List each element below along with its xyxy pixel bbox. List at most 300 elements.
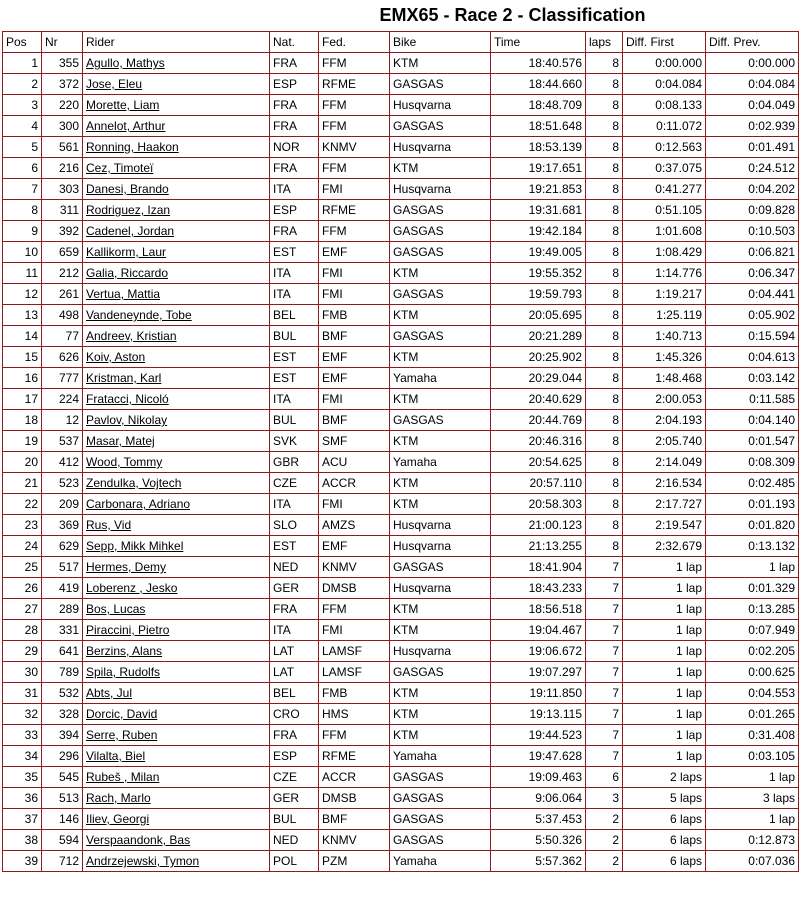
cell-bike: GASGAS bbox=[390, 788, 491, 809]
table-row bbox=[3, 53, 799, 74]
cell-diff-first: 1:01.608 bbox=[623, 221, 706, 242]
table-row bbox=[3, 515, 799, 536]
cell-bike: GASGAS bbox=[390, 284, 491, 305]
rider-link[interactable]: Danesi, Brando bbox=[83, 179, 270, 200]
cell-fed: LAMSF bbox=[319, 662, 390, 683]
cell-nr: 513 bbox=[42, 788, 83, 809]
cell-pos: 3 bbox=[3, 95, 42, 116]
cell-pos: 34 bbox=[3, 746, 42, 767]
table-row bbox=[3, 851, 799, 872]
cell-fed: RFME bbox=[319, 746, 390, 767]
cell-pos: 17 bbox=[3, 389, 42, 410]
cell-laps: 8 bbox=[586, 284, 623, 305]
cell-nr: 712 bbox=[42, 851, 83, 872]
cell-time: 20:05.695 bbox=[491, 305, 586, 326]
cell-nr: 216 bbox=[42, 158, 83, 179]
rider-link[interactable]: Koiv, Aston bbox=[83, 347, 270, 368]
rider-link[interactable]: Galia, Riccardo bbox=[83, 263, 270, 284]
cell-nat: FRA bbox=[270, 221, 319, 242]
cell-pos: 24 bbox=[3, 536, 42, 557]
cell-diff-first: 1 lap bbox=[623, 725, 706, 746]
cell-diff-first: 0:08.133 bbox=[623, 95, 706, 116]
cell-fed: AMZS bbox=[319, 515, 390, 536]
cell-diff-first: 0:41.277 bbox=[623, 179, 706, 200]
cell-bike: GASGAS bbox=[390, 410, 491, 431]
cell-diff-prev: 0:13.285 bbox=[706, 599, 799, 620]
cell-diff-first: 6 laps bbox=[623, 830, 706, 851]
table-row bbox=[3, 137, 799, 158]
cell-fed: DMSB bbox=[319, 578, 390, 599]
cell-nr: 498 bbox=[42, 305, 83, 326]
cell-fed: EMF bbox=[319, 242, 390, 263]
cell-pos: 33 bbox=[3, 725, 42, 746]
cell-diff-prev: 0:02.205 bbox=[706, 641, 799, 662]
cell-nr: 303 bbox=[42, 179, 83, 200]
cell-fed: ACCR bbox=[319, 767, 390, 788]
rider-link[interactable]: Rodriguez, Izan bbox=[83, 200, 270, 221]
table-row bbox=[3, 368, 799, 389]
cell-time: 18:48.709 bbox=[491, 95, 586, 116]
cell-bike: GASGAS bbox=[390, 74, 491, 95]
cell-nat: NOR bbox=[270, 137, 319, 158]
cell-bike: GASGAS bbox=[390, 557, 491, 578]
cell-fed: EMF bbox=[319, 368, 390, 389]
cell-time: 19:11.850 bbox=[491, 683, 586, 704]
cell-pos: 20 bbox=[3, 452, 42, 473]
cell-laps: 8 bbox=[586, 305, 623, 326]
table-row bbox=[3, 263, 799, 284]
cell-diff-prev: 0:10.503 bbox=[706, 221, 799, 242]
header-diff-prev: Diff. Prev. bbox=[706, 32, 799, 53]
rider-link[interactable]: Masar, Matej bbox=[83, 431, 270, 452]
cell-diff-first: 0:04.084 bbox=[623, 74, 706, 95]
cell-nat: SLO bbox=[270, 515, 319, 536]
cell-time: 21:13.255 bbox=[491, 536, 586, 557]
cell-time: 18:40.576 bbox=[491, 53, 586, 74]
cell-laps: 8 bbox=[586, 389, 623, 410]
cell-diff-first: 1:40.713 bbox=[623, 326, 706, 347]
cell-nr: 629 bbox=[42, 536, 83, 557]
cell-diff-prev: 0:07.949 bbox=[706, 620, 799, 641]
cell-fed: FFM bbox=[319, 599, 390, 620]
cell-diff-prev: 0:04.140 bbox=[706, 410, 799, 431]
rider-link[interactable]: Vertua, Mattia bbox=[83, 284, 270, 305]
rider-link[interactable]: Rus, Vid bbox=[83, 515, 270, 536]
cell-diff-prev: 0:12.873 bbox=[706, 830, 799, 851]
cell-laps: 8 bbox=[586, 515, 623, 536]
cell-fed: FFM bbox=[319, 116, 390, 137]
rider-link[interactable]: Morette, Liam bbox=[83, 95, 270, 116]
rider-link[interactable]: Vilalta, Biel bbox=[83, 746, 270, 767]
cell-nat: BUL bbox=[270, 410, 319, 431]
cell-fed: SMF bbox=[319, 431, 390, 452]
cell-diff-first: 0:00.000 bbox=[623, 53, 706, 74]
cell-nr: 789 bbox=[42, 662, 83, 683]
cell-laps: 2 bbox=[586, 851, 623, 872]
cell-time: 5:57.362 bbox=[491, 851, 586, 872]
cell-fed: BMF bbox=[319, 410, 390, 431]
cell-laps: 7 bbox=[586, 557, 623, 578]
cell-nat: ITA bbox=[270, 494, 319, 515]
cell-nr: 419 bbox=[42, 578, 83, 599]
cell-nr: 392 bbox=[42, 221, 83, 242]
rider-link[interactable]: Sepp, Mikk Mihkel bbox=[83, 536, 270, 557]
table-row bbox=[3, 788, 799, 809]
cell-nr: 212 bbox=[42, 263, 83, 284]
header-rider: Rider bbox=[83, 32, 270, 53]
cell-nr: 372 bbox=[42, 74, 83, 95]
cell-nat: LAT bbox=[270, 662, 319, 683]
table-row bbox=[3, 746, 799, 767]
header-time: Time bbox=[491, 32, 586, 53]
cell-fed: FMI bbox=[319, 620, 390, 641]
cell-laps: 7 bbox=[586, 641, 623, 662]
cell-fed: PZM bbox=[319, 851, 390, 872]
cell-time: 20:21.289 bbox=[491, 326, 586, 347]
cell-pos: 12 bbox=[3, 284, 42, 305]
cell-diff-first: 5 laps bbox=[623, 788, 706, 809]
cell-laps: 7 bbox=[586, 662, 623, 683]
cell-nat: FRA bbox=[270, 158, 319, 179]
cell-pos: 19 bbox=[3, 431, 42, 452]
cell-laps: 7 bbox=[586, 578, 623, 599]
cell-laps: 8 bbox=[586, 263, 623, 284]
rider-link[interactable]: Abts, Jul bbox=[83, 683, 270, 704]
cell-nr: 777 bbox=[42, 368, 83, 389]
cell-fed: RFME bbox=[319, 74, 390, 95]
cell-bike: Husqvarna bbox=[390, 179, 491, 200]
table-row bbox=[3, 95, 799, 116]
cell-time: 19:09.463 bbox=[491, 767, 586, 788]
cell-nr: 594 bbox=[42, 830, 83, 851]
cell-nat: BUL bbox=[270, 326, 319, 347]
cell-pos: 1 bbox=[3, 53, 42, 74]
cell-nr: 523 bbox=[42, 473, 83, 494]
cell-laps: 7 bbox=[586, 683, 623, 704]
rider-link[interactable]: Annelot, Arthur bbox=[83, 116, 270, 137]
cell-nr: 328 bbox=[42, 704, 83, 725]
cell-bike: GASGAS bbox=[390, 242, 491, 263]
rider-link[interactable]: Wood, Tommy bbox=[83, 452, 270, 473]
rider-link[interactable]: Jose, Eleu bbox=[83, 74, 270, 95]
cell-laps: 8 bbox=[586, 494, 623, 515]
cell-diff-first: 2:17.727 bbox=[623, 494, 706, 515]
table-row bbox=[3, 179, 799, 200]
table-row bbox=[3, 725, 799, 746]
cell-bike: KTM bbox=[390, 431, 491, 452]
cell-bike: GASGAS bbox=[390, 200, 491, 221]
cell-bike: Husqvarna bbox=[390, 137, 491, 158]
cell-nr: 517 bbox=[42, 557, 83, 578]
cell-fed: EMF bbox=[319, 536, 390, 557]
cell-diff-first: 1 lap bbox=[623, 704, 706, 725]
cell-pos: 16 bbox=[3, 368, 42, 389]
cell-diff-prev: 0:04.084 bbox=[706, 74, 799, 95]
rider-link[interactable]: Rubeš , Milan bbox=[83, 767, 270, 788]
cell-fed: FFM bbox=[319, 221, 390, 242]
cell-time: 19:47.628 bbox=[491, 746, 586, 767]
cell-laps: 8 bbox=[586, 53, 623, 74]
cell-laps: 8 bbox=[586, 473, 623, 494]
cell-nr: 209 bbox=[42, 494, 83, 515]
cell-pos: 22 bbox=[3, 494, 42, 515]
rider-link[interactable]: Hermes, Demy bbox=[83, 557, 270, 578]
cell-nr: 146 bbox=[42, 809, 83, 830]
rider-link[interactable]: Cadenel, Jordan bbox=[83, 221, 270, 242]
cell-diff-prev: 0:24.512 bbox=[706, 158, 799, 179]
cell-diff-first: 1:25.119 bbox=[623, 305, 706, 326]
cell-bike: KTM bbox=[390, 158, 491, 179]
cell-fed: LAMSF bbox=[319, 641, 390, 662]
cell-time: 19:44.523 bbox=[491, 725, 586, 746]
header-bike: Bike bbox=[390, 32, 491, 53]
cell-diff-prev: 0:03.105 bbox=[706, 746, 799, 767]
cell-pos: 26 bbox=[3, 578, 42, 599]
cell-diff-prev: 0:06.821 bbox=[706, 242, 799, 263]
cell-diff-prev: 0:08.309 bbox=[706, 452, 799, 473]
cell-diff-prev: 0:02.485 bbox=[706, 473, 799, 494]
cell-nat: ESP bbox=[270, 200, 319, 221]
rider-link[interactable]: Rach, Marlo bbox=[83, 788, 270, 809]
results-body bbox=[3, 53, 799, 872]
table-row bbox=[3, 74, 799, 95]
cell-fed: FFM bbox=[319, 53, 390, 74]
cell-fed: FFM bbox=[319, 725, 390, 746]
cell-fed: DMSB bbox=[319, 788, 390, 809]
cell-laps: 8 bbox=[586, 242, 623, 263]
cell-pos: 10 bbox=[3, 242, 42, 263]
cell-nr: 394 bbox=[42, 725, 83, 746]
cell-nat: GER bbox=[270, 578, 319, 599]
cell-bike: Yamaha bbox=[390, 452, 491, 473]
cell-pos: 32 bbox=[3, 704, 42, 725]
cell-diff-prev: 0:06.347 bbox=[706, 263, 799, 284]
cell-nr: 296 bbox=[42, 746, 83, 767]
cell-bike: KTM bbox=[390, 725, 491, 746]
cell-diff-prev: 0:04.049 bbox=[706, 95, 799, 116]
cell-bike: GASGAS bbox=[390, 767, 491, 788]
rider-link[interactable]: Verspaandonk, Bas bbox=[83, 830, 270, 851]
cell-diff-prev: 0:07.036 bbox=[706, 851, 799, 872]
cell-nat: BUL bbox=[270, 809, 319, 830]
cell-fed: KNMV bbox=[319, 137, 390, 158]
cell-diff-prev: 0:09.828 bbox=[706, 200, 799, 221]
cell-bike: Husqvarna bbox=[390, 536, 491, 557]
cell-bike: Husqvarna bbox=[390, 515, 491, 536]
cell-fed: FMI bbox=[319, 389, 390, 410]
cell-pos: 25 bbox=[3, 557, 42, 578]
rider-link[interactable]: Piraccini, Pietro bbox=[83, 620, 270, 641]
cell-laps: 8 bbox=[586, 368, 623, 389]
header-fed: Fed. bbox=[319, 32, 390, 53]
header-pos: Pos bbox=[3, 32, 42, 53]
cell-nat: ITA bbox=[270, 263, 319, 284]
cell-bike: KTM bbox=[390, 389, 491, 410]
rider-link[interactable]: Vandeneynde, Tobe bbox=[83, 305, 270, 326]
cell-laps: 3 bbox=[586, 788, 623, 809]
cell-time: 19:31.681 bbox=[491, 200, 586, 221]
cell-fed: HMS bbox=[319, 704, 390, 725]
cell-nat: FRA bbox=[270, 599, 319, 620]
cell-laps: 8 bbox=[586, 95, 623, 116]
cell-nat: ESP bbox=[270, 746, 319, 767]
table-row bbox=[3, 641, 799, 662]
rider-link[interactable]: Fratacci, Nicoló bbox=[83, 389, 270, 410]
table-row bbox=[3, 284, 799, 305]
cell-nat: NED bbox=[270, 830, 319, 851]
cell-fed: FFM bbox=[319, 95, 390, 116]
cell-nat: FRA bbox=[270, 53, 319, 74]
cell-diff-prev: 0:00.000 bbox=[706, 53, 799, 74]
rider-link[interactable]: Pavlov, Nikolay bbox=[83, 410, 270, 431]
cell-diff-prev: 0:31.408 bbox=[706, 725, 799, 746]
cell-time: 20:40.629 bbox=[491, 389, 586, 410]
cell-laps: 7 bbox=[586, 599, 623, 620]
cell-time: 5:50.326 bbox=[491, 830, 586, 851]
cell-diff-prev: 0:00.625 bbox=[706, 662, 799, 683]
rider-link[interactable]: Dorcic, David bbox=[83, 704, 270, 725]
cell-pos: 8 bbox=[3, 200, 42, 221]
rider-link[interactable]: Kallikorm, Laur bbox=[83, 242, 270, 263]
cell-diff-prev: 0:05.902 bbox=[706, 305, 799, 326]
cell-pos: 5 bbox=[3, 137, 42, 158]
cell-pos: 29 bbox=[3, 641, 42, 662]
rider-link[interactable]: Loberenz , Jesko bbox=[83, 578, 270, 599]
header-nat: Nat. bbox=[270, 32, 319, 53]
cell-diff-first: 6 laps bbox=[623, 809, 706, 830]
cell-diff-first: 1 lap bbox=[623, 557, 706, 578]
table-row bbox=[3, 830, 799, 851]
cell-diff-prev: 3 laps bbox=[706, 788, 799, 809]
rider-link[interactable]: Serre, Ruben bbox=[83, 725, 270, 746]
cell-diff-first: 1 lap bbox=[623, 662, 706, 683]
cell-time: 20:29.044 bbox=[491, 368, 586, 389]
rider-link[interactable]: Cez, Timoteï bbox=[83, 158, 270, 179]
cell-nr: 355 bbox=[42, 53, 83, 74]
cell-diff-first: 2:19.547 bbox=[623, 515, 706, 536]
rider-link[interactable]: Andreev, Kristian bbox=[83, 326, 270, 347]
rider-link[interactable]: Andrzejewski, Tymon bbox=[83, 851, 270, 872]
cell-laps: 7 bbox=[586, 746, 623, 767]
cell-diff-first: 2:00.053 bbox=[623, 389, 706, 410]
cell-time: 19:55.352 bbox=[491, 263, 586, 284]
table-row bbox=[3, 494, 799, 515]
table-row bbox=[3, 200, 799, 221]
cell-laps: 8 bbox=[586, 431, 623, 452]
cell-fed: FFM bbox=[319, 158, 390, 179]
cell-time: 19:06.672 bbox=[491, 641, 586, 662]
cell-laps: 8 bbox=[586, 179, 623, 200]
cell-laps: 2 bbox=[586, 809, 623, 830]
cell-laps: 8 bbox=[586, 137, 623, 158]
cell-fed: BMF bbox=[319, 326, 390, 347]
cell-diff-first: 1:19.217 bbox=[623, 284, 706, 305]
cell-nat: FRA bbox=[270, 95, 319, 116]
rider-link[interactable]: Iliev, Georgi bbox=[83, 809, 270, 830]
rider-link[interactable]: Spila, Rudolfs bbox=[83, 662, 270, 683]
cell-laps: 8 bbox=[586, 410, 623, 431]
rider-link[interactable]: Carbonara, Adriano bbox=[83, 494, 270, 515]
cell-bike: Husqvarna bbox=[390, 578, 491, 599]
cell-bike: KTM bbox=[390, 620, 491, 641]
cell-diff-prev: 1 lap bbox=[706, 557, 799, 578]
table-row bbox=[3, 683, 799, 704]
cell-fed: FMB bbox=[319, 305, 390, 326]
cell-laps: 8 bbox=[586, 158, 623, 179]
table-row bbox=[3, 473, 799, 494]
cell-nr: 300 bbox=[42, 116, 83, 137]
cell-laps: 8 bbox=[586, 74, 623, 95]
rider-link[interactable]: Berzins, Alans bbox=[83, 641, 270, 662]
cell-nr: 331 bbox=[42, 620, 83, 641]
cell-bike: Yamaha bbox=[390, 746, 491, 767]
table-row bbox=[3, 599, 799, 620]
cell-bike: KTM bbox=[390, 53, 491, 74]
cell-pos: 18 bbox=[3, 410, 42, 431]
cell-pos: 4 bbox=[3, 116, 42, 137]
cell-pos: 38 bbox=[3, 830, 42, 851]
cell-diff-prev: 0:04.553 bbox=[706, 683, 799, 704]
cell-diff-prev: 0:01.491 bbox=[706, 137, 799, 158]
cell-nr: 12 bbox=[42, 410, 83, 431]
cell-diff-prev: 0:15.594 bbox=[706, 326, 799, 347]
cell-diff-first: 1 lap bbox=[623, 578, 706, 599]
cell-pos: 13 bbox=[3, 305, 42, 326]
cell-time: 21:00.123 bbox=[491, 515, 586, 536]
header-diff-first: Diff. First bbox=[623, 32, 706, 53]
cell-laps: 6 bbox=[586, 767, 623, 788]
cell-bike: GASGAS bbox=[390, 662, 491, 683]
rider-link[interactable]: Agullo, Mathys bbox=[83, 53, 270, 74]
cell-bike: KTM bbox=[390, 599, 491, 620]
table-row bbox=[3, 557, 799, 578]
cell-pos: 2 bbox=[3, 74, 42, 95]
cell-nr: 545 bbox=[42, 767, 83, 788]
table-row bbox=[3, 578, 799, 599]
cell-laps: 8 bbox=[586, 116, 623, 137]
cell-bike: Yamaha bbox=[390, 368, 491, 389]
cell-bike: KTM bbox=[390, 473, 491, 494]
rider-link[interactable]: Kristman, Karl bbox=[83, 368, 270, 389]
cell-pos: 23 bbox=[3, 515, 42, 536]
cell-fed: FMI bbox=[319, 179, 390, 200]
cell-bike: GASGAS bbox=[390, 830, 491, 851]
cell-pos: 15 bbox=[3, 347, 42, 368]
cell-laps: 8 bbox=[586, 452, 623, 473]
rider-link[interactable]: Bos, Lucas bbox=[83, 599, 270, 620]
cell-diff-first: 0:37.075 bbox=[623, 158, 706, 179]
cell-time: 19:59.793 bbox=[491, 284, 586, 305]
cell-nr: 311 bbox=[42, 200, 83, 221]
rider-link[interactable]: Zendulka, Vojtech bbox=[83, 473, 270, 494]
rider-link[interactable]: Ronning, Haakon bbox=[83, 137, 270, 158]
cell-diff-first: 6 laps bbox=[623, 851, 706, 872]
cell-nat: EST bbox=[270, 242, 319, 263]
cell-pos: 6 bbox=[3, 158, 42, 179]
cell-pos: 35 bbox=[3, 767, 42, 788]
cell-pos: 14 bbox=[3, 326, 42, 347]
cell-laps: 8 bbox=[586, 326, 623, 347]
cell-nat: ITA bbox=[270, 620, 319, 641]
cell-laps: 8 bbox=[586, 200, 623, 221]
cell-laps: 7 bbox=[586, 620, 623, 641]
header-laps: laps bbox=[586, 32, 623, 53]
cell-time: 19:07.297 bbox=[491, 662, 586, 683]
cell-time: 18:56.518 bbox=[491, 599, 586, 620]
cell-nat: ESP bbox=[270, 74, 319, 95]
cell-diff-first: 2:04.193 bbox=[623, 410, 706, 431]
cell-time: 19:49.005 bbox=[491, 242, 586, 263]
